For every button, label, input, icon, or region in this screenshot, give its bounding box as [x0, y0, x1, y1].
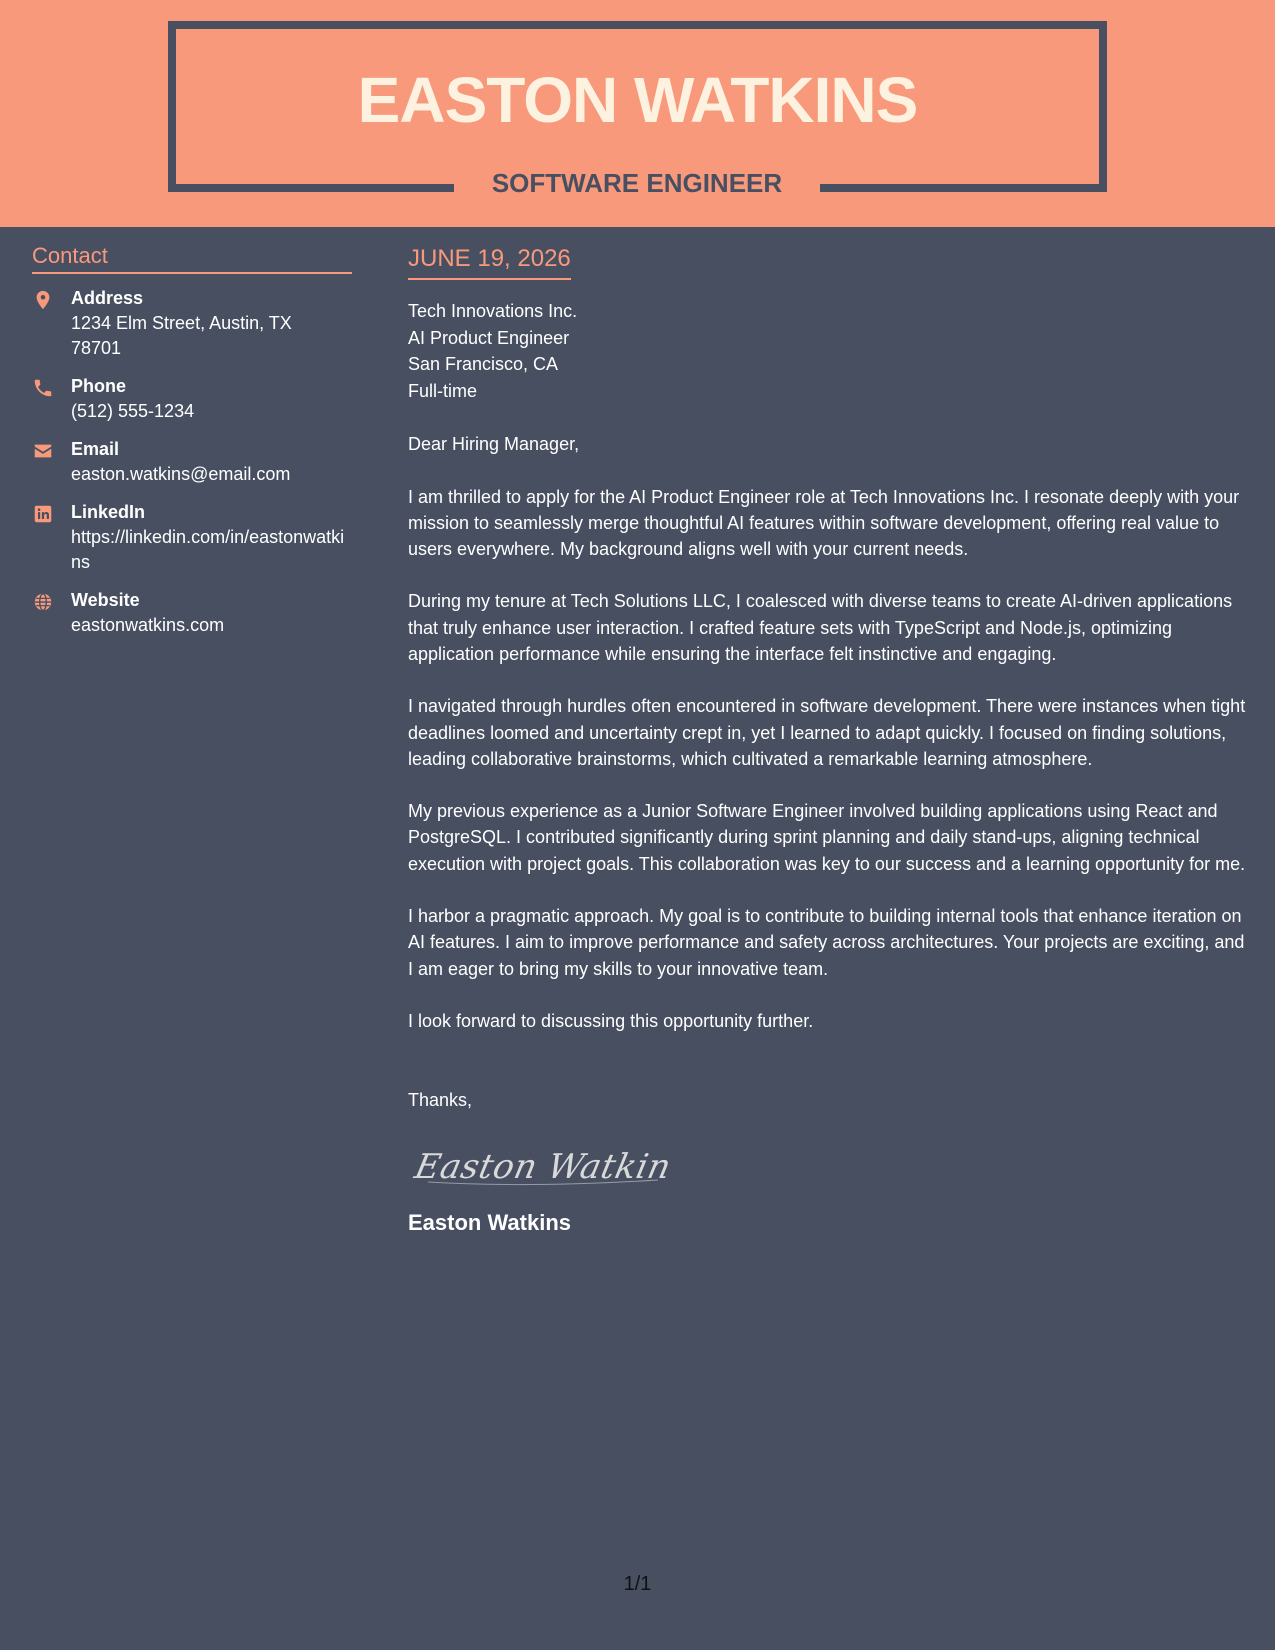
letter-paragraph: I harbor a pragmatic approach. My goal is to contribute to building internal tools that enhance iteration on AI features. I aim to improve performance and safety across architectures. Your projects are exciting, and I am eager to bring my skills to your innovative team.	[408, 906, 1245, 979]
letter-body	[408, 244, 1246, 1238]
recipient-block	[408, 298, 1246, 404]
letter-paragraph: I am thrilled to apply for the AI Product Engineer role at Tech Innovations Inc. I resonate deeply with your mission to seamlessly merge thoughtful AI features within software development, offering real value to users everywhere. My background aligns well with your current needs.	[408, 486, 1240, 560]
contact-heading: Contact	[32, 240, 352, 274]
header-banner	[0, 0, 1275, 227]
email-value: easton.watkins@email.com	[71, 464, 291, 484]
address-value: 1234 Elm Street, Austin, TX 78701	[71, 313, 292, 358]
letter-date: JUNE 19, 2026	[408, 244, 571, 280]
linkedin-icon	[32, 503, 54, 525]
contact-label: Phone	[71, 376, 127, 396]
closing: Thanks,	[408, 1090, 473, 1111]
contact-label: LinkedIn	[71, 502, 146, 522]
job-title: SOFTWARE ENGINEER	[491, 168, 783, 198]
header-frame	[820, 184, 1107, 192]
signature-script: Easton Watkins	[411, 1147, 668, 1187]
signer-name: Easton Watkins	[408, 1209, 571, 1235]
signature-image	[408, 1136, 1246, 1192]
contact-label: Address	[71, 288, 144, 308]
contact-item-website	[32, 588, 352, 638]
letter-paragraph: I navigated through hurdles often encountered in software development. There were instances when tight deadlines loomed and uncertainty crept in, yet I learned to adapt quickly. I focused on finding solutions, leading collaborative brainstorms, which cultivated a remarkable learning atmosphere.	[408, 696, 1246, 769]
envelope-icon	[32, 440, 54, 462]
letter-paragraph: My previous experience as a Junior Software Engineer involved building applications using React and PostgreSQL. I contributed significantly during sprint planning and daily stand-ups, aligning technical execution with project goals. This collaboration was key to our success and a learning opportunity for me.	[408, 801, 1246, 874]
contact-item-email	[32, 437, 352, 487]
applicant-name: EASTON WATKINS	[357, 64, 918, 136]
recipient-role: AI Product Engineer	[408, 327, 570, 348]
header-frame	[168, 21, 176, 192]
recipient-company: Tech Innovations Inc.	[408, 301, 578, 321]
contact-item-address	[32, 286, 352, 361]
header-frame	[1099, 21, 1107, 192]
contact-item-linkedin	[32, 500, 352, 575]
website-value[interactable]: eastonwatkins.com	[71, 615, 225, 635]
signature-graphic	[408, 1136, 668, 1192]
salutation: Dear Hiring Manager,	[408, 434, 580, 454]
location-pin-icon	[32, 289, 54, 311]
contact-list	[32, 286, 352, 638]
globe-icon	[32, 591, 54, 613]
header-frame	[168, 184, 454, 192]
contact-sidebar	[32, 240, 352, 651]
linkedin-value[interactable]: https://linkedin.com/in/eastonwatkins	[71, 527, 345, 572]
contact-label: Email	[71, 439, 120, 459]
contact-label: Website	[71, 590, 140, 610]
letter-paragraph: I look forward to discussing this opportunity further.	[408, 1010, 814, 1031]
letter-paragraph: During my tenure at Tech Solutions LLC, I coalesced with diverse teams to create AI-driven applications that truly enhance user interaction. I crafted feature sets with TypeScript and Node.js, optimizing application performance while ensuring the interface felt instinctive and engaging.	[408, 591, 1233, 664]
phone-icon	[32, 377, 54, 399]
contact-item-phone	[32, 374, 352, 424]
header-frame	[168, 21, 1107, 29]
recipient-location: San Francisco, CA	[408, 354, 559, 374]
phone-value: (512) 555-1234	[71, 401, 195, 421]
page-number: 1/1	[623, 1573, 652, 1595]
recipient-employment-type: Full-time	[408, 380, 478, 401]
